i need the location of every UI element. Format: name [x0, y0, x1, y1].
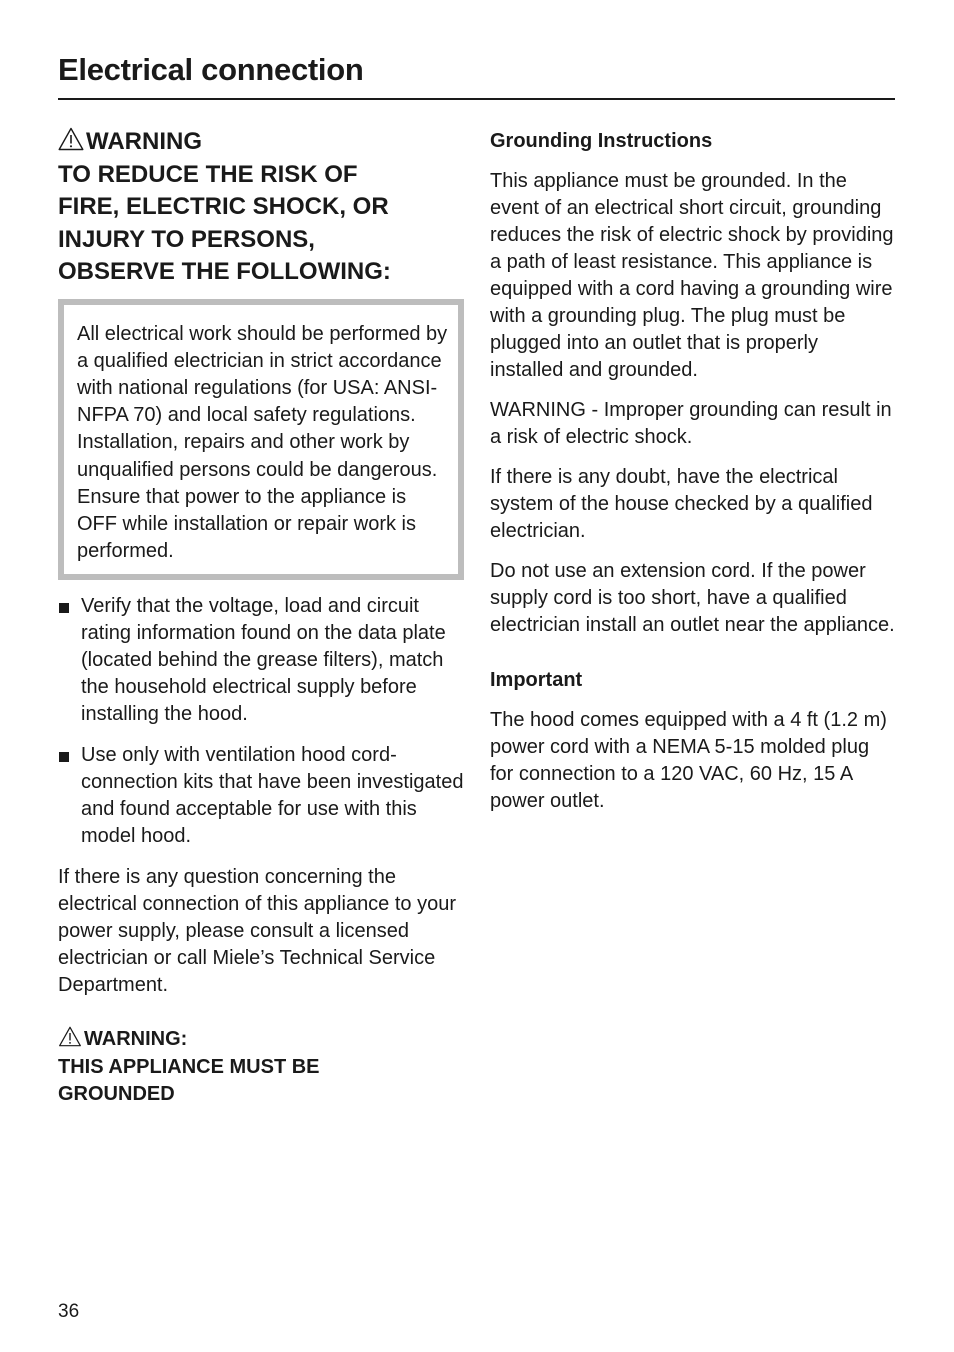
warning-heading-line-1	[58, 126, 464, 159]
grounded-warning-line-3: GROUNDED	[58, 1083, 175, 1106]
list-item	[58, 742, 464, 850]
question-paragraph: If there is any question concerning the electrical connection of this appliance to your power supply, please consult a licensed electrician or call Miele’s Technical Service Department.	[58, 866, 457, 997]
grounded-warning	[58, 1026, 464, 1109]
page-number: 36	[58, 1301, 80, 1322]
left-column	[58, 126, 464, 1109]
grounding-paragraph-2: WARNING - Improper grounding can result in a risk of electric shock.	[490, 399, 892, 448]
list-item-text: Use only with ventilation hood cord-connection kits that have been investigated and found acceptable for use with this model hood.	[81, 744, 464, 848]
warning-triangle-icon	[58, 1026, 82, 1047]
list-item-text: Verify that the voltage, load and circuit rating information found on the data plate (located behind the grease filters), match the household electrical supply before installing the hood.	[81, 595, 446, 726]
grounded-warning-line-2: THIS APPLIANCE MUST BE	[58, 1055, 320, 1078]
grounded-warning-word: WARNING:	[84, 1028, 188, 1051]
notice-paragraph-2: Ensure that power to the appliance is OFF while installation or repair work is performed.	[77, 485, 416, 563]
grounding-paragraph-4: Do not use an extension cord. If the power supply cord is too short, have a qualified electrician install an outlet near the appliance.	[490, 560, 895, 636]
warning-heading-line-2: TO REDUCE THE RISK OF	[58, 160, 358, 188]
page-title: Electrical connection	[58, 52, 364, 87]
title-divider	[58, 98, 895, 100]
grounding-paragraph-3: If there is any doubt, have the electrical system of the house checked by a qualified electrician.	[490, 466, 873, 542]
notice-box	[58, 299, 464, 581]
instruction-list	[58, 593, 464, 850]
grounded-warning-line-1	[58, 1026, 464, 1054]
list-item	[58, 593, 464, 728]
warning-triangle-icon	[58, 127, 84, 151]
warning-heading-line-4: INJURY TO PERSONS,	[58, 225, 315, 253]
warning-heading-line-3: FIRE, ELECTRIC SHOCK, OR	[58, 193, 389, 220]
important-paragraph: The hood comes equipped with a 4 ft (1.2 m) power cord with a NEMA 5-15 molded plug for connection to a 120 VAC, 60 Hz, 15 A power outlet.	[490, 709, 887, 812]
square-bullet-icon	[59, 752, 69, 762]
warning-heading-line-5: OBSERVE THE FOLLOWING:	[58, 258, 391, 285]
warning-word: WARNING	[86, 128, 202, 155]
grounding-heading: Grounding Instructions	[490, 130, 713, 152]
right-column	[490, 128, 895, 828]
warning-heading	[58, 126, 464, 289]
important-heading: Important	[490, 669, 583, 691]
grounding-paragraph-1: This appliance must be grounded. In the event of an electrical short circuit, grounding reduces the risk of electric shock by providing a path of least resistance. This appliance is equipped with a cord having a grounding wire with a grounding plug. The plug must be plugged into an outlet that is properly installed and grounded.	[490, 170, 894, 381]
notice-paragraph-1: All electrical work should be performed by a qualified electrician in strict accordance with national regulations (for USA: ANSI-NFPA 70) and local safety regulations. Installation, repairs and other work by unqualified persons could be dangerous.	[77, 322, 448, 481]
square-bullet-icon	[59, 603, 69, 613]
